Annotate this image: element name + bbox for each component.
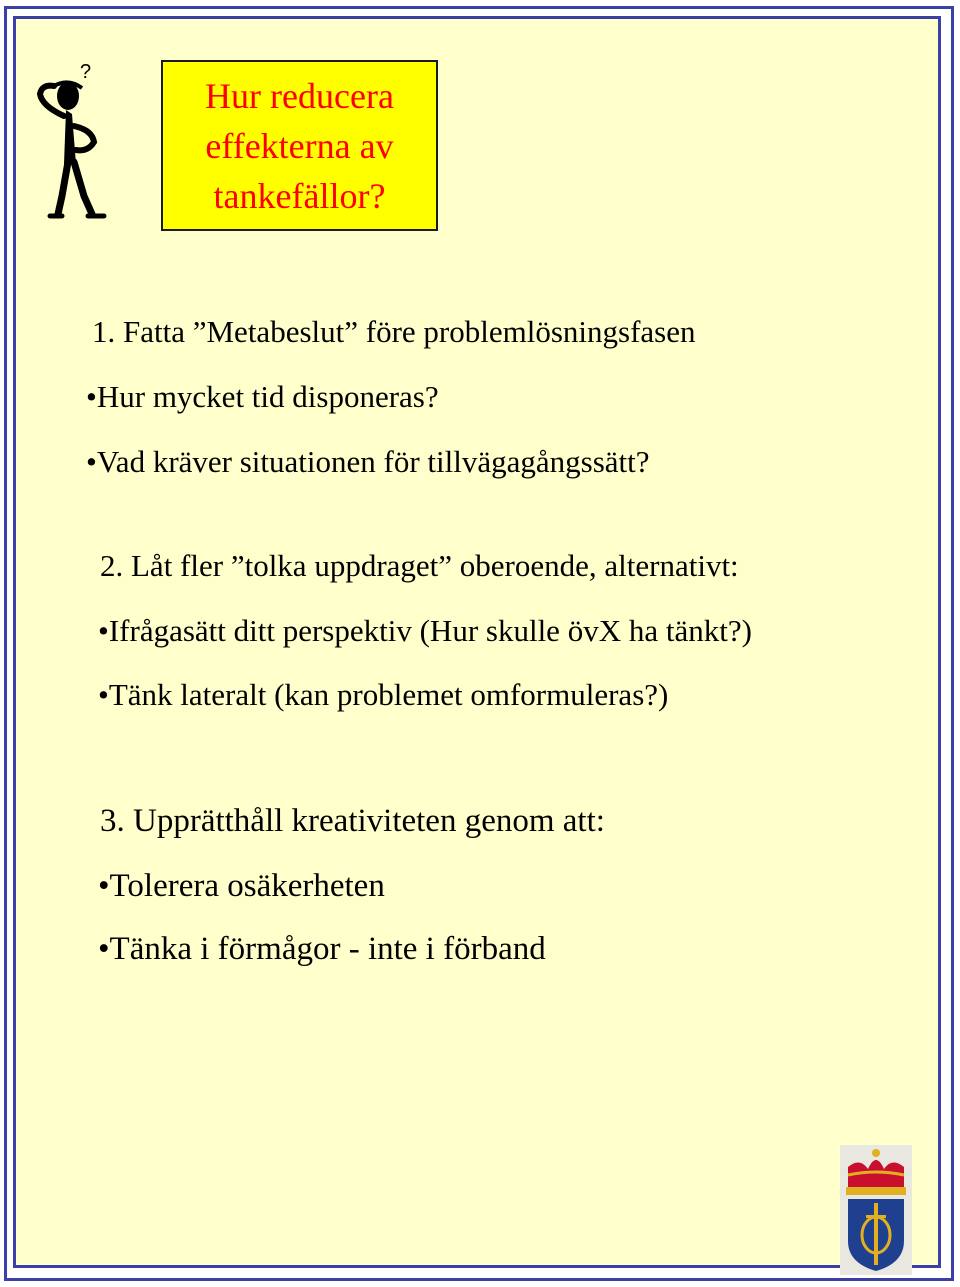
section1-bullet-2: •Vad kräver situationen för tillvägagångssätt?: [86, 444, 650, 479]
section1-bullet-1: •Hur mycket tid disponeras?: [86, 379, 439, 414]
section2-bullet-2: •Tänk lateralt (kan problemet omformuleras?): [98, 677, 669, 712]
swedish-armed-forces-crest-icon: [840, 1145, 912, 1275]
section3-bullet-2: •Tänka i förmågor - inte i förband: [98, 931, 546, 967]
title-box: [161, 60, 438, 231]
section2-heading: 2. Låt fler ”tolka uppdraget” oberoende, alternativt:: [100, 548, 739, 583]
title-line-3: tankefällor?: [213, 175, 386, 216]
section3-bullet-1: •Tolerera osäkerheten: [98, 868, 385, 904]
section2-bullet-1: •Ifrågasätt ditt perspektiv (Hur skulle övX ha tänkt?): [98, 613, 752, 648]
thinking-figure-icon: [28, 56, 120, 226]
section3-heading: 3. Upprätthåll kreativiteten genom att:: [100, 803, 605, 839]
title-line-1: Hur reducera: [205, 75, 394, 116]
svg-text:?: ?: [80, 61, 92, 83]
title-line-2: effekterna av: [205, 125, 394, 166]
section1-heading: 1. Fatta ”Metabeslut” före problemlösningsfasen: [92, 314, 696, 349]
